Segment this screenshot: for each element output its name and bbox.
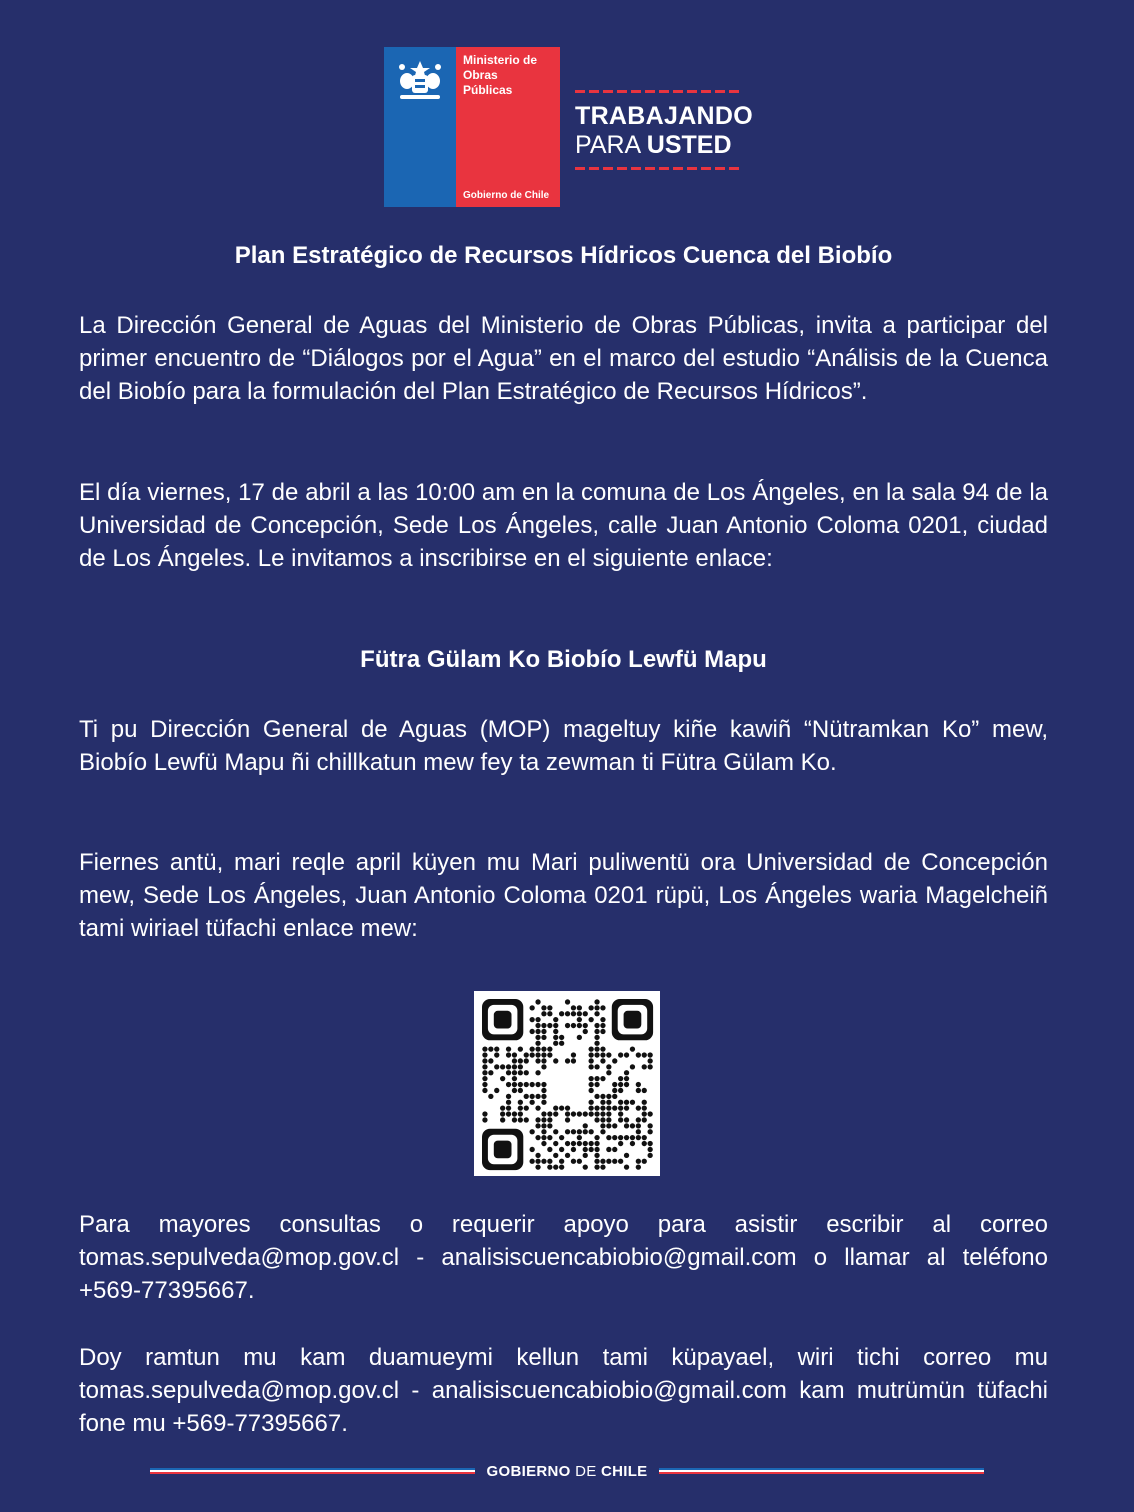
logo-red-panel — [456, 47, 560, 207]
footer-right-stripe — [659, 1468, 984, 1474]
paragraph-event-details-mapudungun: Fiernes antü, mari reqle april küyen mu Mari puliwentü ora Universidad de Concepción mew, Sede Los Ángeles, Juan Antonio Coloma 0201 rüpü, Los Ángeles waria Magelcheiñ tami wiriael tüfachi enlace mew: — [79, 849, 1048, 942]
government-label: Gobierno de Chile — [463, 190, 550, 201]
title-mapudungun: Fütra Gülam Ko Biobío Lewfü Mapu — [360, 646, 767, 673]
paragraph-event-details: El día viernes, 17 de abril a las 10:00 am en la comuna de Los Ángeles, en la sala 94 de la Universidad de Concepción, Sede Los Ángeles, calle Juan Antonio Coloma 0201, ciudad de Los Ángeles. Le invitamos a inscribirse en el siguiente enlace: — [79, 479, 1048, 572]
paragraph-invitation: La Dirección General de Aguas del Ministerio de Obras Públicas, invita a participar del primer encuentro de “Diálogos por el Agua” en el marco del estudio “Análisis de la Cuenca del Biobío para la formulación del Plan Estratégico de Recursos Hídricos”. — [79, 312, 1048, 405]
footer-label: GOBIERNO DE CHILE — [486, 1462, 648, 1480]
registration-qr-code[interactable] — [474, 991, 660, 1176]
logo-blue-panel — [384, 47, 456, 207]
tagline-line-1: TRABAJANDO — [575, 102, 753, 130]
footer-left-stripe — [150, 1468, 475, 1474]
ministry-name: Ministerio de Obras Públicas — [463, 53, 538, 97]
paragraph-invitation-mapudungun: Ti pu Dirección General de Aguas (MOP) mageltuy kiñe kawiñ “Nütramkan Ko” mew, Biobío Lewfü Mapu ñi chillkatun mew fey ta zewman ti Fütra Gülam Ko. — [79, 716, 1048, 776]
qr-code-icon — [474, 991, 660, 1176]
footer-government-banner — [150, 1458, 984, 1484]
ministry-logo — [384, 47, 560, 207]
title-spanish: Plan Estratégico de Recursos Hídricos Cuenca del Biobío — [234, 242, 893, 269]
tagline — [575, 90, 755, 170]
coat-of-arms-icon — [392, 55, 448, 107]
tagline-top-dashes — [575, 90, 739, 93]
paragraph-contact: Para mayores consultas o requerir apoyo para asistir escribir al correo tomas.sepulveda@mop.gov.cl - analisiscuencabiobio@gmail.com o llamar al teléfono +569-77395667. — [79, 1211, 1048, 1304]
tagline-line-2: PARA USTED — [575, 131, 732, 159]
tagline-bottom-dashes — [575, 167, 739, 170]
paragraph-contact-mapudungun: Doy ramtun mu kam duamueymi kellun tami küpayael, wiri tichi correo mu tomas.sepulveda@mop.gov.cl - analisiscuencabiobio@gmail.com kam mutrümün tüfachi fone mu +569-77395667. — [79, 1344, 1048, 1437]
